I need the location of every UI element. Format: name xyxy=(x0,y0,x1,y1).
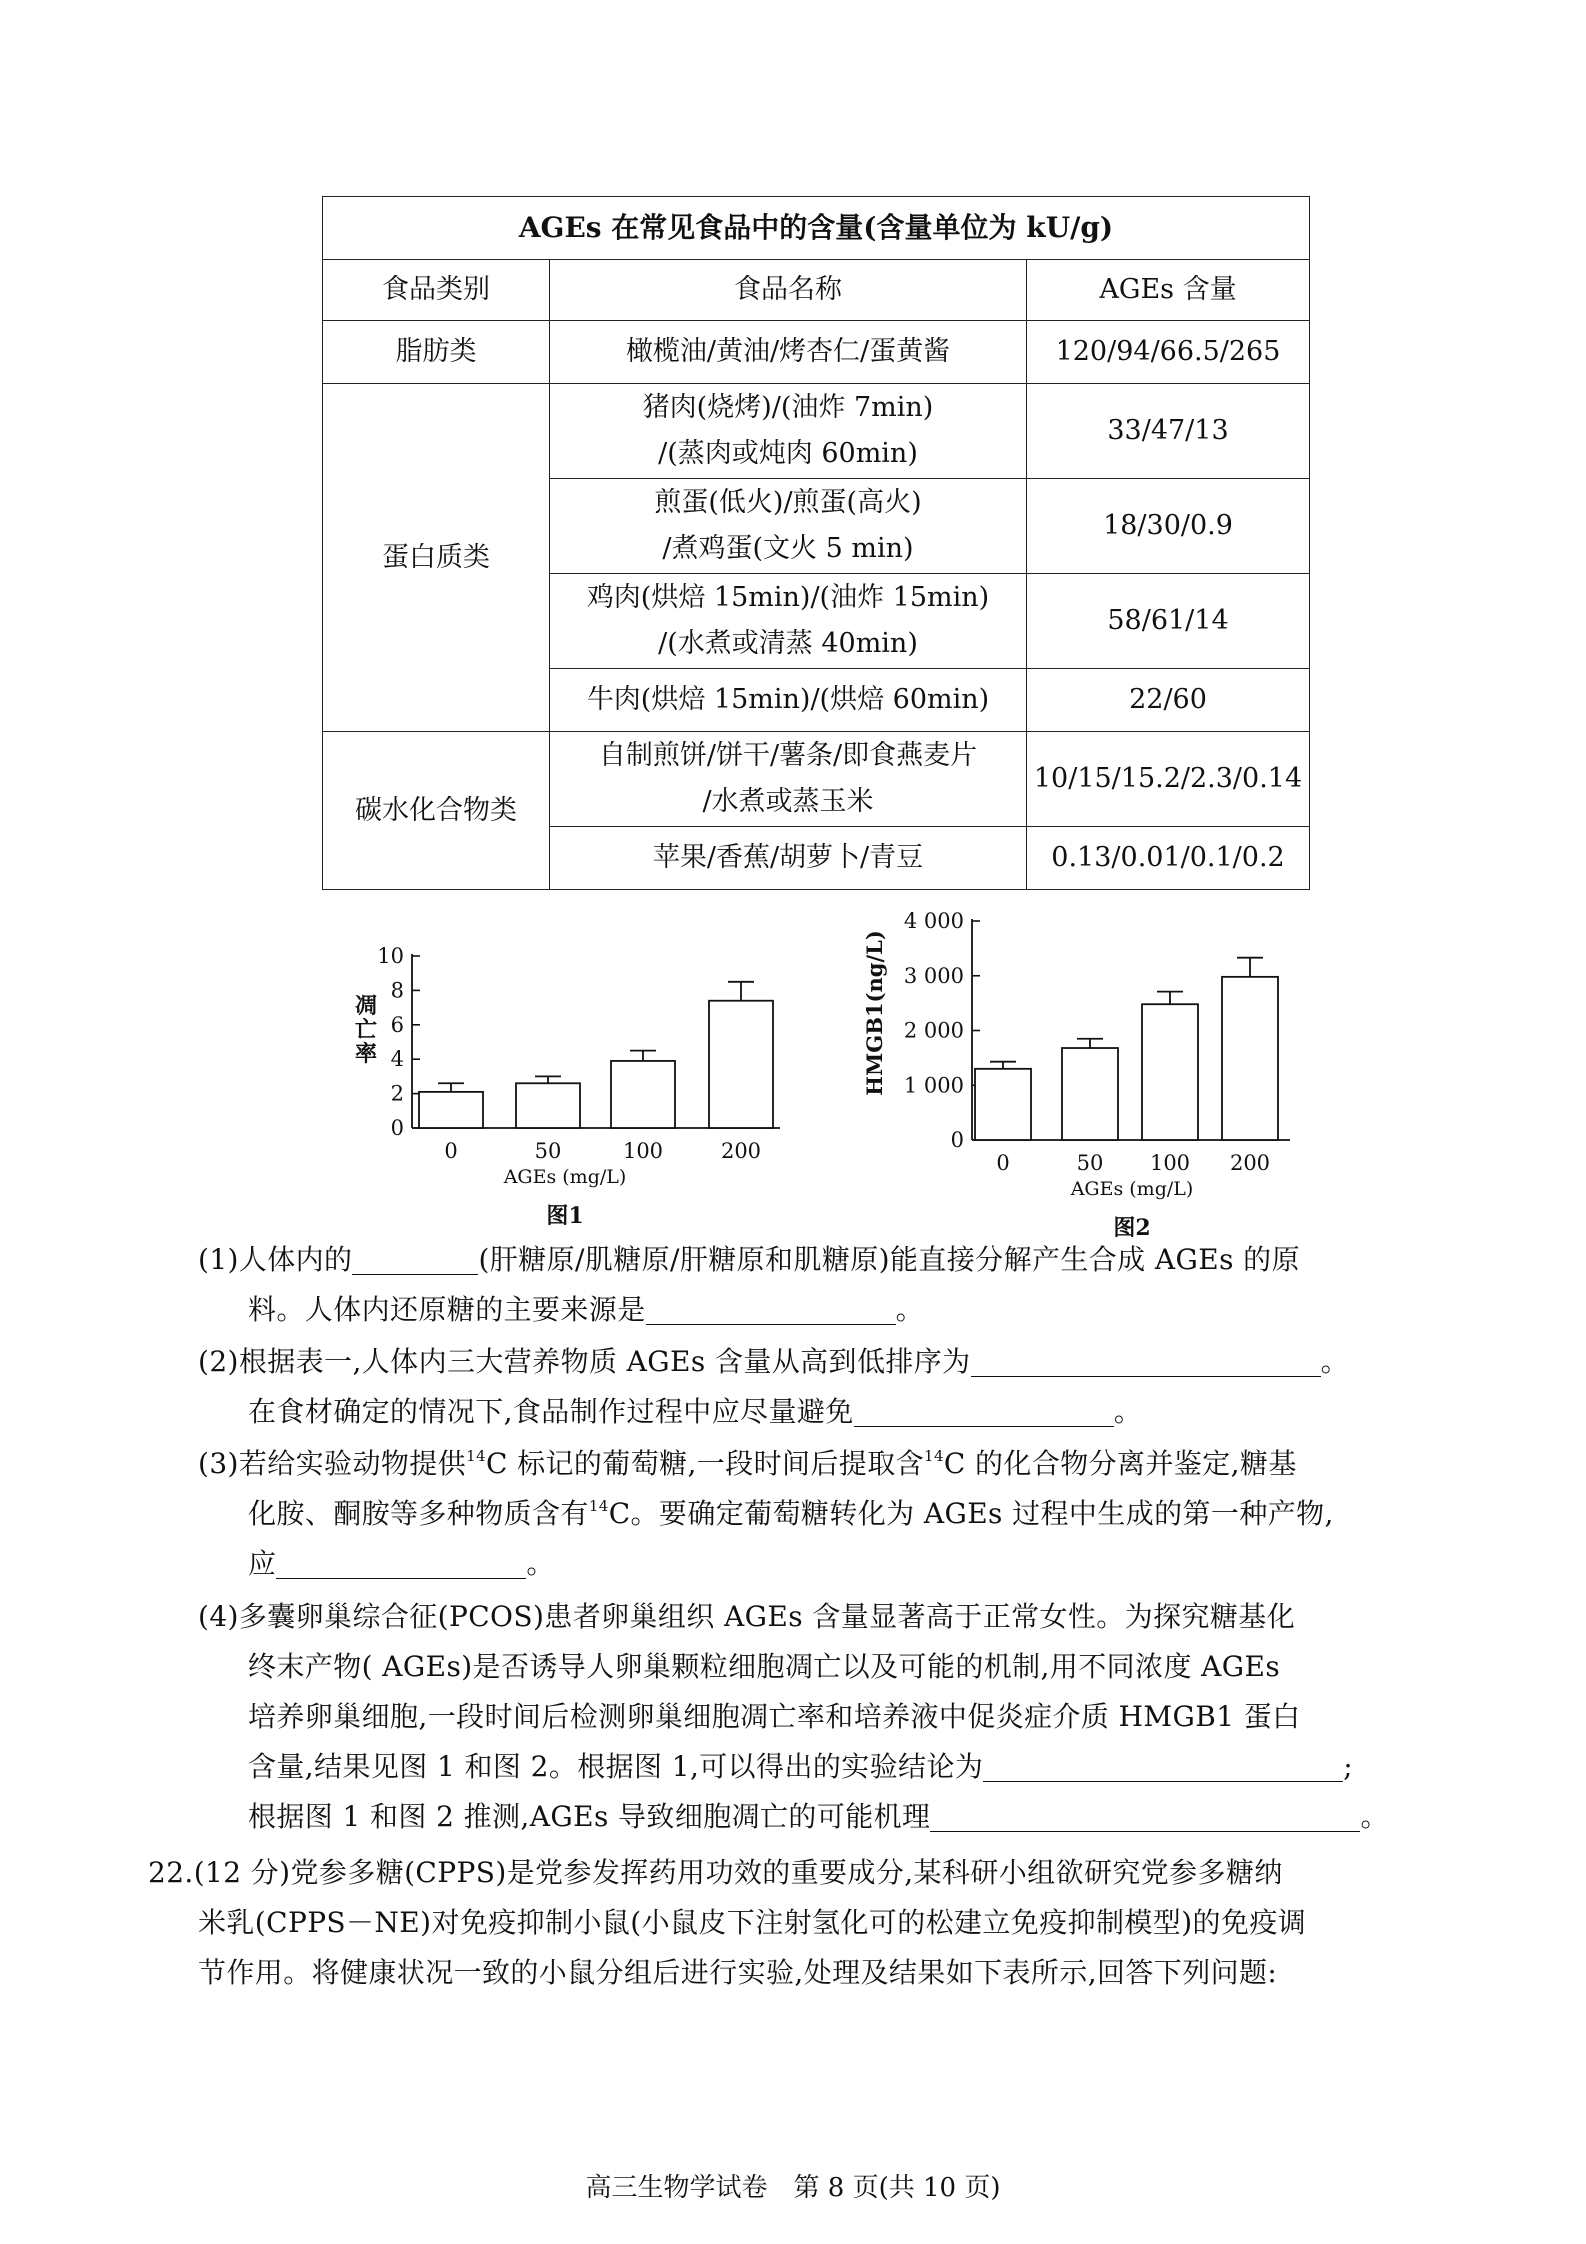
y-tick-label: 8 xyxy=(390,978,404,1003)
food-name-cell xyxy=(550,321,1027,384)
y-tick-label: 0 xyxy=(950,1128,964,1152)
food-name-cell xyxy=(550,827,1027,890)
q4-text: ; xyxy=(1343,1750,1354,1783)
category-carbohydrate: 碳水化合物类 xyxy=(323,732,550,890)
q3-text: 。 xyxy=(526,1547,555,1580)
figure-caption: 图1 xyxy=(546,1203,584,1229)
q1-text: 。 xyxy=(895,1293,925,1326)
q4-text: 含量,结果见图 1 和图 2。根据图 1,可以得出的实验结论为 xyxy=(248,1750,984,1783)
q4-text: (4)多囊卵巢综合征(PCOS)患者卵巢组织 AGEs 含量显著高于正常女性。为探究糖基化 xyxy=(198,1600,1296,1633)
category-protein: 蛋白质类 xyxy=(323,384,550,732)
y-tick-label: 4 xyxy=(390,1047,404,1072)
bar xyxy=(419,1092,483,1128)
y-tick-label: 4 000 xyxy=(903,909,964,933)
q4-text: 培养卵巢细胞,一段时间后检测卵巢细胞凋亡率和培养液中促炎症介质 HMGB1 蛋白 xyxy=(248,1700,1301,1733)
answer-blank[interactable] xyxy=(983,1747,1343,1782)
page-footer: 高三生物学试卷 第 8 页(共 10 页) xyxy=(585,2173,1001,2203)
q2-text: 在食材确定的情况下,食品制作过程中应尽量避免 xyxy=(248,1395,854,1428)
x-axis-label: AGEs (mg/L) xyxy=(503,1166,627,1188)
answer-blank[interactable] xyxy=(352,1240,478,1275)
question-1 xyxy=(198,1235,1300,1335)
food-name-cell xyxy=(550,732,1027,827)
question-22 xyxy=(148,1848,1306,1998)
q4-text: 终末产物( AGEs)是否诱导人卵巢颗粒细胞凋亡以及可能的机制,用不同浓度 AGEs xyxy=(248,1650,1281,1683)
food-name-line: 煎蛋(低火)/煎蛋(高火) xyxy=(654,487,922,518)
answer-blank[interactable] xyxy=(971,1342,1321,1377)
q2-text: 。 xyxy=(1320,1345,1349,1378)
x-tick-label: 50 xyxy=(1076,1151,1104,1175)
table-caption: AGEs 在常见食品中的含量(含量单位为 kU/g) xyxy=(323,197,1310,260)
category-fat: 脂肪类 xyxy=(323,321,550,384)
y-axis-label-char: 率 xyxy=(354,1041,378,1067)
isotope-superscript: 14 xyxy=(466,1447,486,1465)
ages-value-cell: 33/47/13 xyxy=(1027,384,1310,479)
figure-2-hmgb1-chart xyxy=(860,906,1300,1241)
q2-text: 。 xyxy=(1113,1395,1143,1428)
answer-blank[interactable] xyxy=(646,1290,896,1325)
x-tick-label: 100 xyxy=(1149,1151,1191,1175)
bar xyxy=(709,1001,773,1128)
ages-content-table xyxy=(322,196,1310,890)
x-axis-label: AGEs (mg/L) xyxy=(1070,1178,1194,1200)
food-name-cell xyxy=(550,384,1027,479)
y-tick-label: 10 xyxy=(377,944,404,968)
food-name-line: /煮鸡蛋(文火 5 min) xyxy=(662,533,914,564)
question-4 xyxy=(198,1592,1389,1842)
q4-text: 根据图 1 和图 2 推测,AGEs 导致细胞凋亡的可能机理 xyxy=(248,1800,931,1833)
q3-text: C。要确定葡萄糖转化为 AGEs 过程中生成的第一种产物, xyxy=(608,1497,1334,1530)
food-name-line: 鸡肉(烘焙 15min)/(油炸 15min) xyxy=(586,582,990,613)
q3-text: 化胺、酮胺等多种物质含有 xyxy=(248,1497,589,1530)
q3-text: (3)若给实验动物提供 xyxy=(198,1447,467,1480)
ages-value-cell: 18/30/0.9 xyxy=(1027,479,1310,574)
ages-value-cell: 22/60 xyxy=(1027,669,1310,732)
figure-caption: 图2 xyxy=(1113,1215,1151,1241)
food-name-line: 自制煎饼/饼干/薯条/即食燕麦片 xyxy=(598,740,978,771)
q3-text: C 的化合物分离并鉴定,糖基 xyxy=(943,1447,1297,1480)
bar xyxy=(516,1083,580,1128)
food-name-cell xyxy=(550,669,1027,732)
answer-blank[interactable] xyxy=(854,1392,1114,1427)
bar xyxy=(1222,977,1278,1140)
y-tick-label: 0 xyxy=(390,1116,404,1140)
y-axis-label-char: 亡 xyxy=(354,1017,378,1043)
x-tick-label: 0 xyxy=(444,1139,458,1163)
y-tick-label: 1 000 xyxy=(903,1073,964,1098)
bar xyxy=(975,1069,1031,1140)
q2-text: (2)根据表一,人体内三大营养物质 AGEs 含量从高到低排序为 xyxy=(198,1345,971,1378)
bar xyxy=(1062,1048,1118,1140)
ages-value-cell: 58/61/14 xyxy=(1027,574,1310,669)
bar xyxy=(611,1061,675,1128)
bar xyxy=(1142,1004,1198,1140)
figure-1-apoptosis-chart xyxy=(340,940,790,1230)
isotope-superscript: 14 xyxy=(588,1497,609,1515)
y-tick-label: 3 000 xyxy=(903,963,964,988)
y-tick-label: 2 000 xyxy=(903,1018,964,1043)
header-ages-content: AGEs 含量 xyxy=(1027,260,1310,321)
q22-text: 22.(12 分)党参多糖(CPPS)是党参发挥药用功效的重要成分,某科研小组欲研究党参多糖纳 xyxy=(148,1856,1283,1889)
x-tick-label: 200 xyxy=(1229,1151,1271,1175)
q3-text: 应 xyxy=(248,1547,277,1580)
isotope-superscript: 14 xyxy=(924,1447,944,1465)
x-tick-label: 200 xyxy=(720,1139,762,1163)
food-name-cell xyxy=(550,479,1027,574)
answer-blank[interactable] xyxy=(930,1797,1360,1832)
x-tick-label: 100 xyxy=(622,1139,664,1163)
header-food-category: 食品类别 xyxy=(323,260,550,321)
q1-text: 料。人体内还原糖的主要来源是 xyxy=(248,1293,646,1326)
food-name-line: /(水煮或清蒸 40min) xyxy=(658,628,918,659)
y-tick-label: 2 xyxy=(390,1081,404,1106)
food-name-line: 苹果/香蕉/胡萝卜/青豆 xyxy=(652,842,924,873)
q1-text: (1)人体内的 xyxy=(198,1243,353,1276)
answer-blank[interactable] xyxy=(276,1544,526,1579)
food-name-line: /水煮或蒸玉米 xyxy=(702,786,874,817)
question-2 xyxy=(198,1337,1349,1437)
x-tick-label: 0 xyxy=(996,1151,1010,1175)
y-axis-label: HMGB1(ng/L) xyxy=(862,930,887,1096)
q1-text: (肝糖原/肌糖原/肝糖原和肌糖原)能直接分解产生合成 AGEs 的原 xyxy=(478,1243,1300,1276)
food-name-line: /(蒸肉或炖肉 60min) xyxy=(658,438,918,469)
q3-text: C 标记的葡萄糖,一段时间后提取含 xyxy=(485,1447,924,1480)
y-tick-label: 6 xyxy=(390,1012,404,1037)
food-name-line: 猪肉(烧烤)/(油炸 7min) xyxy=(642,392,934,423)
y-axis-label-char: 凋 xyxy=(354,993,378,1019)
q4-text: 。 xyxy=(1360,1800,1389,1833)
x-tick-label: 50 xyxy=(534,1139,562,1163)
ages-value-cell: 120/94/66.5/265 xyxy=(1027,321,1310,384)
q22-text: 节作用。将健康状况一致的小鼠分组后进行实验,处理及结果如下表所示,回答下列问题: xyxy=(198,1956,1278,1989)
ages-value-cell: 0.13/0.01/0.1/0.2 xyxy=(1027,827,1310,890)
food-name-line: 牛肉(烘焙 15min)/(烘焙 60min) xyxy=(586,684,990,715)
question-3 xyxy=(198,1439,1334,1589)
food-name-cell xyxy=(550,574,1027,669)
header-food-name: 食品名称 xyxy=(550,260,1027,321)
ages-value-cell: 10/15/15.2/2.3/0.14 xyxy=(1027,732,1310,827)
q22-text: 米乳(CPPS－NE)对免疫抑制小鼠(小鼠皮下注射氢化可的松建立免疫抑制模型)的免疫调 xyxy=(198,1906,1307,1939)
food-name-line: 橄榄油/黄油/烤杏仁/蛋黄酱 xyxy=(625,336,951,367)
